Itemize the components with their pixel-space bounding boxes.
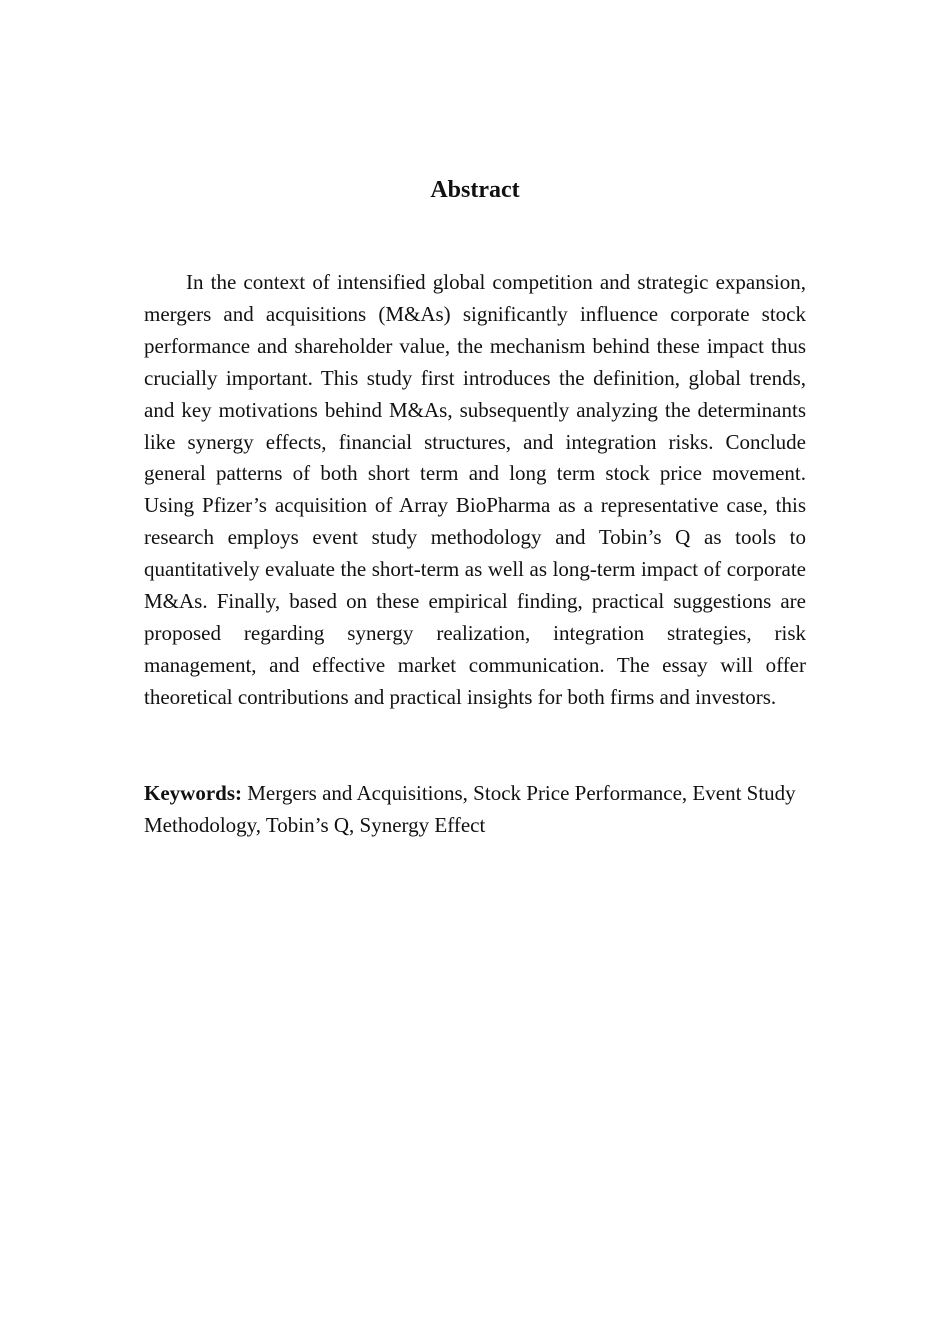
keywords-label: Keywords: <box>144 781 242 805</box>
keywords-paragraph <box>144 778 806 842</box>
keywords-text: Mergers and Acquisitions, Stock Price Performance, Event Study Methodology, Tobin’s Q, Synergy Effect <box>144 781 796 837</box>
abstract-body: In the context of intensified global competition and strategic expansion, mergers and acquisitions (M&As) significantly influence corporate stock performance and shareholder value, the mechanism behind these impact thus crucially important. This study first introduces the definition, global trends, and key motivations behind M&As, subsequently analyzing the determinants like synergy effects, financial structures, and integration risks. Conclude general patterns of both short term and long term stock price movement. Using Pfizer’s acquisition of Array BioPharma as a representative case, this research employs event study methodology and Tobin’s Q as tools to quantitatively evaluate the short-term as well as long-term impact of corporate M&As. Finally, based on these empirical finding, practical suggestions are proposed regarding synergy realization, integration strategies, risk management, and effective market communication. The essay will offer theoretical contributions and practical insights for both firms and investors. <box>144 270 806 709</box>
abstract-title: Abstract <box>430 177 520 203</box>
